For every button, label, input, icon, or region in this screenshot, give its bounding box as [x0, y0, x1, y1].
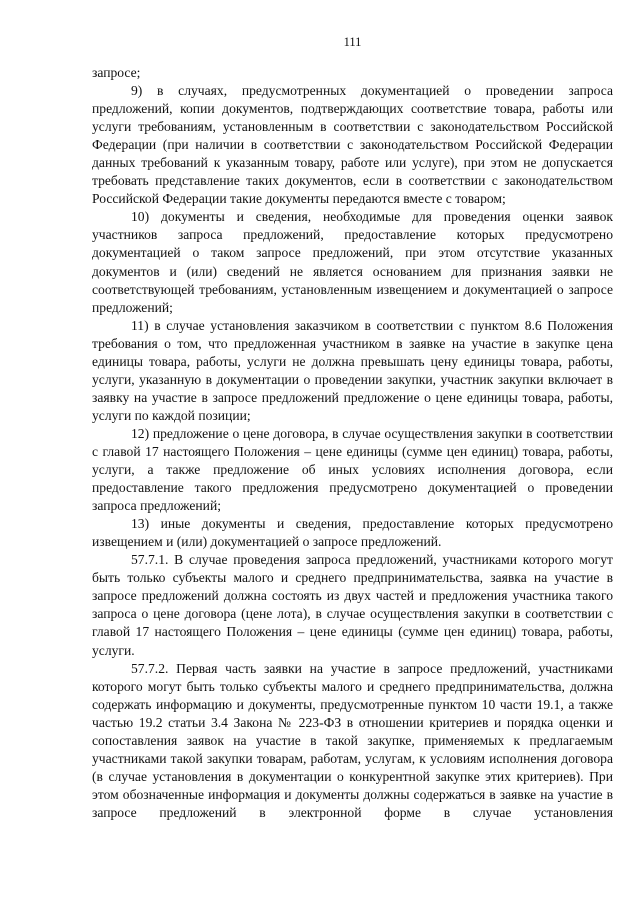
paragraph: 11) в случае установления заказчиком в соответствии с пунктом 8.6 Положения требования о том, что предложенная участником в заявке на участие в закупке цена единицы товара, работы, услуги не должна превышать цену единицы товара, работы, услуги, указанную в документации о проведении закупки, участник закупки включает в заявку на участие в запросе предложений предложение о цене единицы товара, работы, услуги по каждой позиции;	[92, 317, 613, 423]
paragraph: запросе;	[92, 65, 141, 80]
paragraph: 57.7.1. В случае проведения запроса предложений, участниками которого могут быть только субъекты малого и среднего предпринимательства, заявка на участие в запросе предложений должна состоять из двух частей и предложения участника такого запроса о цене договора (цене лота), в случае осуществления закупки в соответствии с главой 17 настоящего Положения – цене единицы (сумме цен единиц) товара, работы, услуги.	[92, 552, 613, 658]
page-number: 111	[343, 35, 362, 49]
paragraph: 13) иные документы и сведения, предоставление которых предусмотрено извещением и (или) документацией о запросе предложений.	[92, 516, 613, 550]
document-body	[92, 64, 613, 822]
paragraph: 10) документы и сведения, необходимые для проведения оценки заявок участников запроса предложений, предоставление которых предусмотрено документацией о таком запросе предложений, при этом отсутствие указанных документов и (или) сведений не является основанием для признания заявки не соответствующей требованиям, установленным извещением и документацией о запросе предложений;	[92, 209, 613, 315]
paragraph: 57.7.2. Первая часть заявки на участие в запросе предложений, участниками которого могут быть только субъекты малого и среднего предпринимательства, должна содержать информацию и документы, предусмотренные пунктом 10 части 19.1, а также частью 19.2 статьи 3.4 Закона № 223-ФЗ в отношении критериев и порядка оценки и сопоставления заявок на участие в такой закупке, применяемых к предлагаемым участниками такой закупки товарам, работам, услугам, к условиям исполнения договора (в случае установления в документации о конкурентной закупке этих критериев). При этом обозначенные информация и документы должны содержаться в заявке на участие в запросе предложений в электронной форме в случае установления	[92, 660, 613, 820]
paragraph: 12) предложение о цене договора, в случае осуществления закупки в соответствии с главой 17 настоящего Положения – цене единицы (сумме цен единиц) товара, работы, услуги, а также предложение об иных условиях исполнения договора, если предоставление такого предложения предусмотрено документацией о проведении запроса предложений;	[92, 425, 613, 514]
paragraph: 9) в случаях, предусмотренных документацией о проведении запроса предложений, копии документов, подтверждающих соответствие товара, работы или услуги требованиям, установленным в соответствии с законодательством Российской Федерации (при наличии в соответствии с законодательством Российской Федерации данных требований к указанным товару, работе или услуге), при этом не допускается требовать представление таких документов, если в соответствии с законодательством Российской Федерации такие документы передаются вместе с товаром;	[92, 83, 613, 207]
